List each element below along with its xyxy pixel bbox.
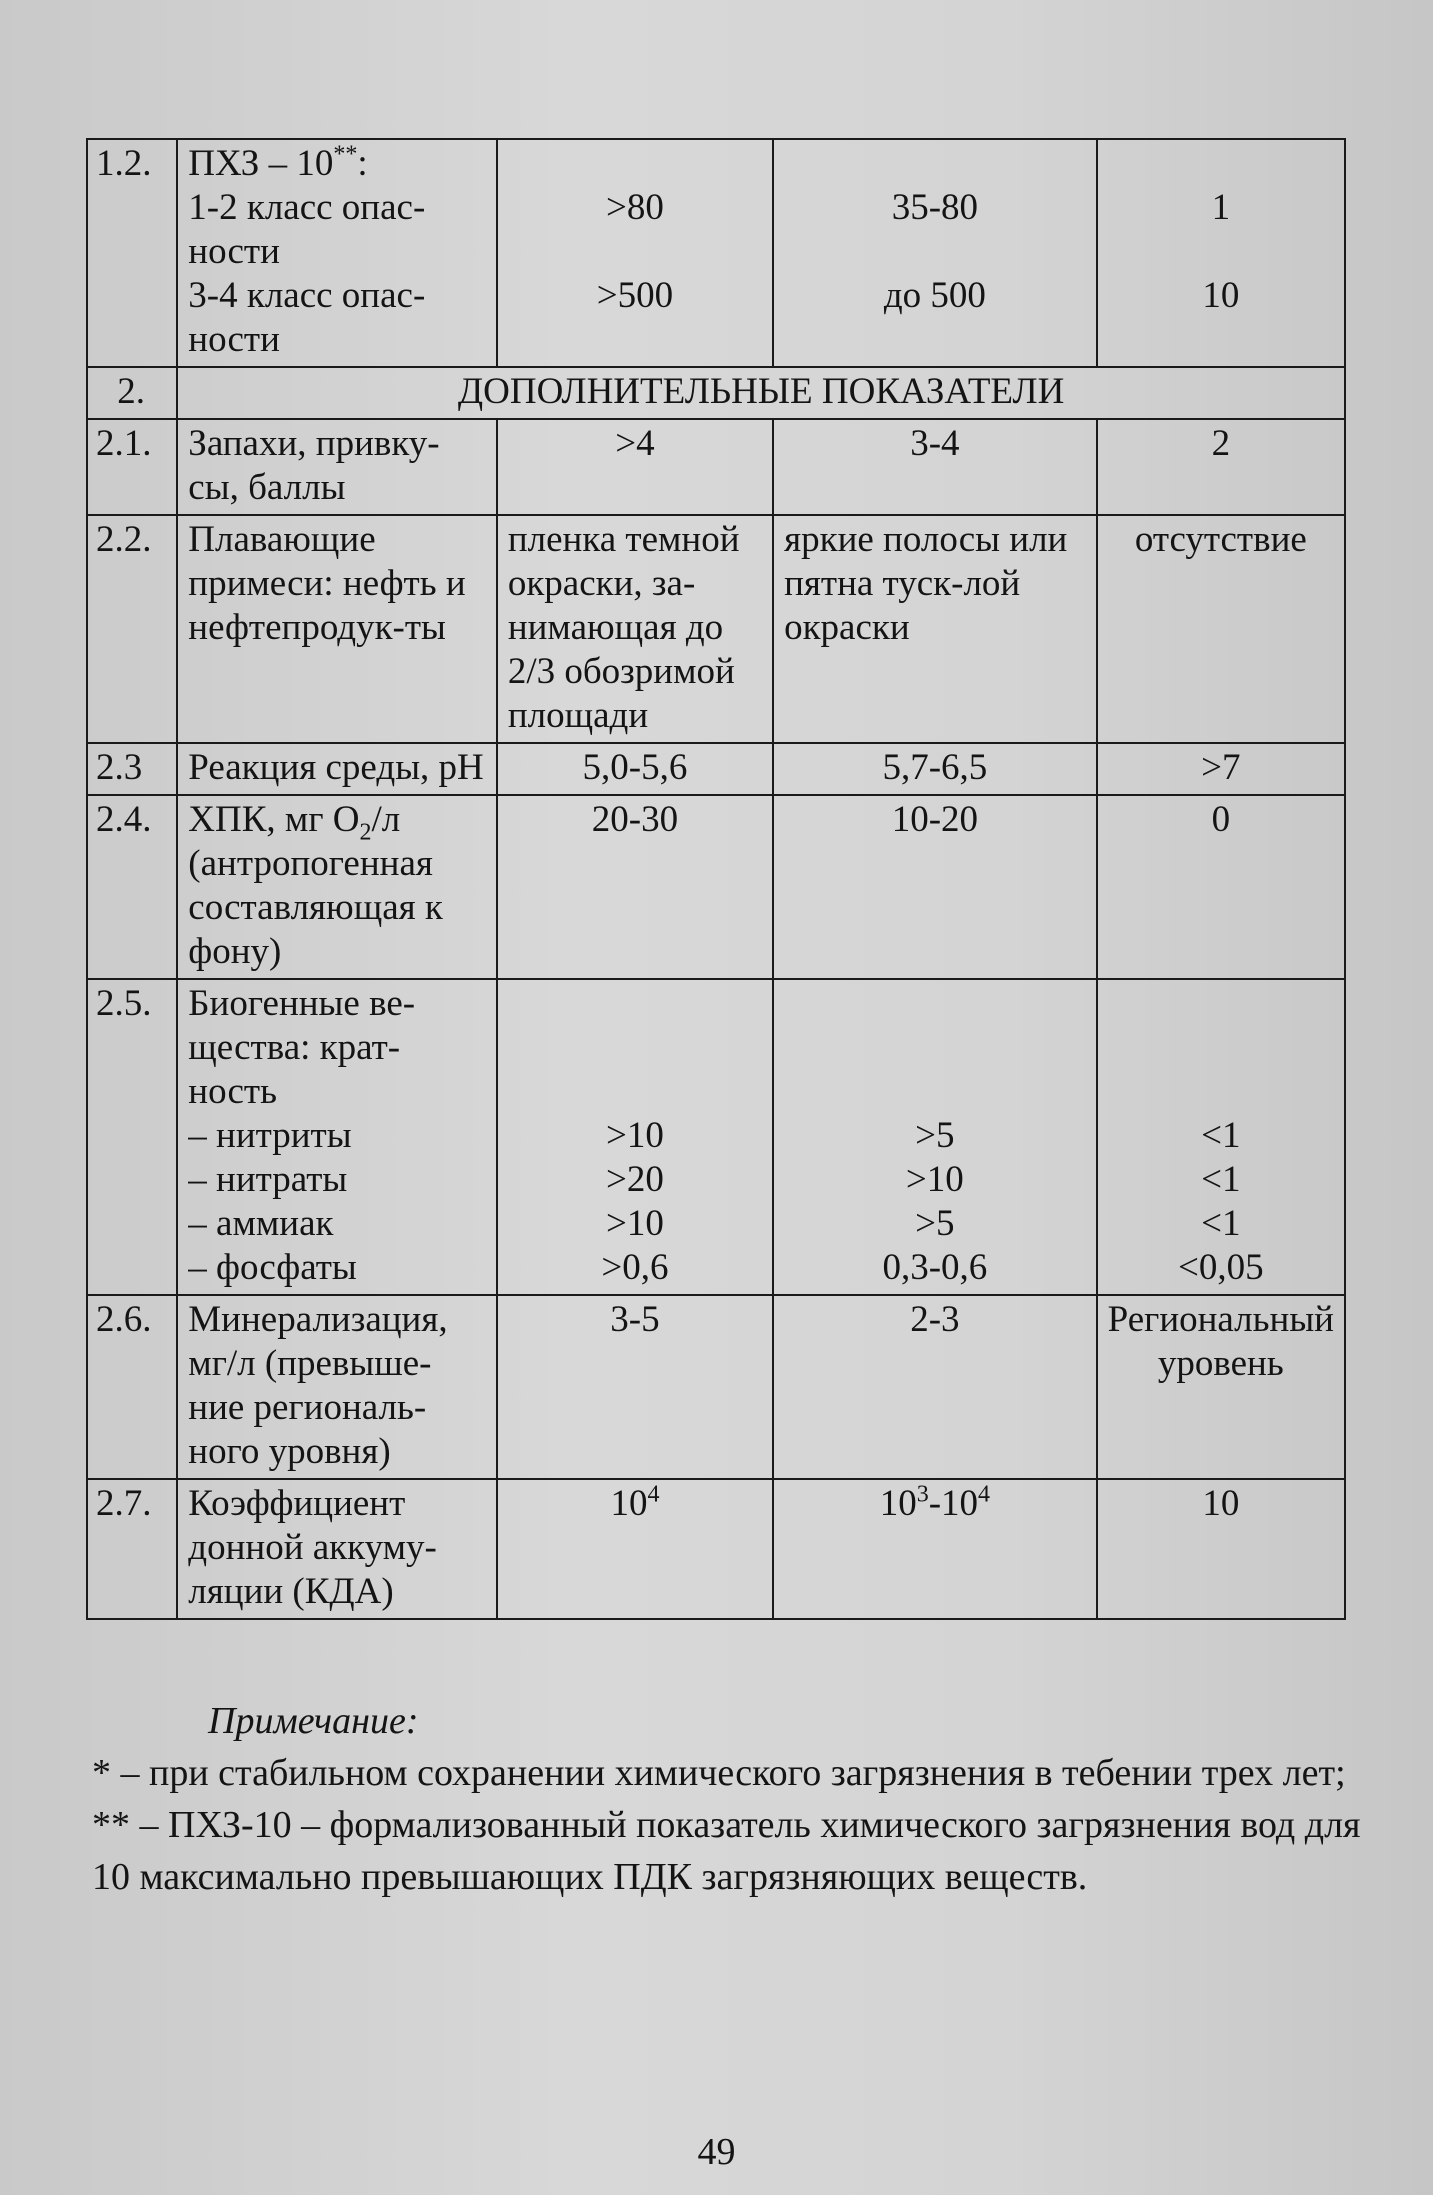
row-number: 2.6. xyxy=(87,1295,177,1479)
value: >5 xyxy=(915,1203,955,1244)
value: >500 xyxy=(596,275,674,316)
value: <1 xyxy=(1201,1203,1241,1244)
row-name-text: ПХЗ – 10 xyxy=(188,143,334,184)
section-title: ДОПОЛНИТЕЛЬНЫЕ ПОКАЗАТЕЛИ xyxy=(177,367,1345,419)
value-cell xyxy=(1097,139,1345,367)
table-row xyxy=(87,419,1345,515)
value-cell xyxy=(497,1479,773,1619)
row-name xyxy=(177,795,497,979)
value-cell: отсутствие xyxy=(1097,515,1345,743)
sub-row-label: 1-2 класс опас-ности xyxy=(188,187,426,272)
table-row xyxy=(87,139,1345,367)
row-name: Реакция среды, pH xyxy=(177,743,497,795)
value-cell: 5,7-6,5 xyxy=(773,743,1097,795)
value-cell: 10-20 xyxy=(773,795,1097,979)
table-row xyxy=(87,515,1345,743)
value: 1 xyxy=(1211,187,1231,228)
value-cell: 3-5 xyxy=(497,1295,773,1479)
footnote-block xyxy=(92,1695,1372,1903)
row-name: Коэффициент донной аккуму-ляции (КДА) xyxy=(177,1479,497,1619)
value-cell: >7 xyxy=(1097,743,1345,795)
row-number: 2.2. xyxy=(87,515,177,743)
note-line: ** – ПХЗ-10 – формализованный показатель химического загрязнения вод для 10 максимально превышающих ПДК загрязняющих веществ. xyxy=(92,1804,1361,1898)
value: 10 xyxy=(879,1483,917,1524)
value: <1 xyxy=(1201,1115,1241,1156)
indicators-table xyxy=(86,138,1346,1620)
value-cell: 5,0-5,6 xyxy=(497,743,773,795)
value-cell xyxy=(773,979,1097,1295)
note-line: * – при стабильном сохранении химического загрязнения в тебении трех лет; xyxy=(92,1752,1346,1794)
value-cell: Региональный уровень xyxy=(1097,1295,1345,1479)
table-row xyxy=(87,979,1345,1295)
value-cell: >4 xyxy=(497,419,773,515)
table-row xyxy=(87,795,1345,979)
value: >10 xyxy=(905,1159,964,1200)
row-number: 1.2. xyxy=(87,139,177,367)
value: >0,6 xyxy=(601,1247,669,1288)
row-name xyxy=(177,139,497,367)
row-name xyxy=(177,979,497,1295)
value: >80 xyxy=(606,187,664,228)
table-row xyxy=(87,1479,1345,1619)
value: -10 xyxy=(928,1483,979,1524)
row-name-tail: : xyxy=(357,143,368,184)
value: >5 xyxy=(915,1115,955,1156)
table-row xyxy=(87,1295,1345,1479)
value: <0,05 xyxy=(1178,1247,1264,1288)
sub-row-label: – фосфаты xyxy=(188,1247,357,1288)
row-name-text: /л (антропогенная составляющая к фону) xyxy=(188,799,443,972)
row-name: Плавающие примеси: нефть и нефтепродук-ты xyxy=(177,515,497,743)
page-number: 49 xyxy=(697,2131,736,2173)
value-cell xyxy=(773,1479,1097,1619)
sub-row-label: – нитриты xyxy=(188,1115,352,1156)
sub-row-label: – нитраты xyxy=(188,1159,348,1200)
value: >10 xyxy=(606,1115,664,1156)
sub-row-label: 3-4 класс опас-ности xyxy=(188,275,426,360)
value-cell: 0 xyxy=(1097,795,1345,979)
sub-row-label: – аммиак xyxy=(188,1203,334,1244)
value-cell xyxy=(773,139,1097,367)
value-cell xyxy=(1097,979,1345,1295)
value: 0,3-0,6 xyxy=(882,1247,988,1288)
note-heading: Примечание: xyxy=(208,1700,419,1742)
section-row xyxy=(87,367,1345,419)
table-row xyxy=(87,743,1345,795)
value-cell: 2 xyxy=(1097,419,1345,515)
value: <1 xyxy=(1201,1159,1241,1200)
value: >10 xyxy=(606,1203,664,1244)
value: 10 xyxy=(610,1483,648,1524)
row-number: 2.7. xyxy=(87,1479,177,1619)
subscript: 2 xyxy=(359,819,372,846)
row-number: 2.5. xyxy=(87,979,177,1295)
row-number: 2.1. xyxy=(87,419,177,515)
value: >20 xyxy=(606,1159,664,1200)
superscript: 4 xyxy=(647,1481,660,1508)
value-cell: 3-4 xyxy=(773,419,1097,515)
row-number: 2.3 xyxy=(87,743,177,795)
value-cell: 10 xyxy=(1097,1479,1345,1619)
value-cell: яркие полосы или пятна туск-лой окраски xyxy=(773,515,1097,743)
row-name-text: Биогенные ве-щества: крат-ность xyxy=(188,983,416,1112)
value-cell: 2-3 xyxy=(773,1295,1097,1479)
value-cell xyxy=(497,979,773,1295)
row-number: 2.4. xyxy=(87,795,177,979)
value: до 500 xyxy=(883,275,986,316)
value-cell xyxy=(497,139,773,367)
row-name: Запахи, привку-сы, баллы xyxy=(177,419,497,515)
superscript: ** xyxy=(333,141,358,168)
superscript: 3 xyxy=(916,1481,929,1508)
value: 35-80 xyxy=(891,187,979,228)
value-cell: 20-30 xyxy=(497,795,773,979)
value: 10 xyxy=(1202,275,1240,316)
row-name-text: ХПК, мг O xyxy=(188,799,360,840)
section-number: 2. xyxy=(87,367,177,419)
row-name: Минерализация, мг/л (превыше-ние региональ-ного уровня) xyxy=(177,1295,497,1479)
superscript: 4 xyxy=(978,1481,991,1508)
value-cell: пленка темной окраски, за-нимающая до 2/3 обозримой площади xyxy=(497,515,773,743)
